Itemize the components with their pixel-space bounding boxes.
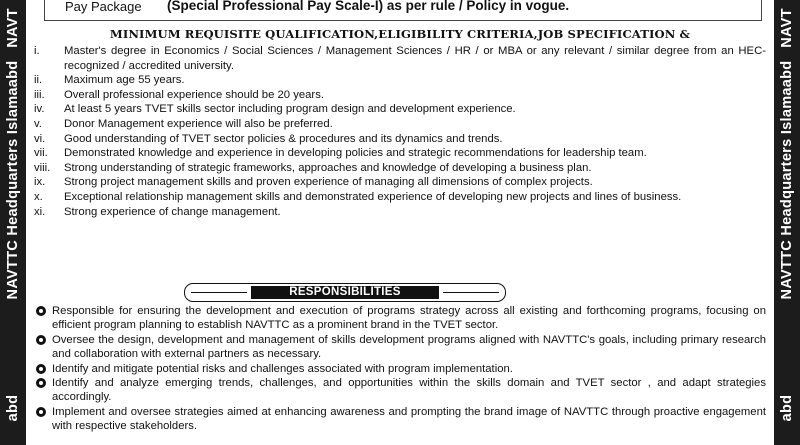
- list-item: [34, 362, 766, 376]
- side-banner-text-middle: NAVTTC Headquarters Islamaabd: [779, 60, 795, 300]
- item-number: v.: [34, 117, 42, 130]
- item-text: Donor Management experience will also be preferred.: [64, 117, 333, 130]
- item-number: iii.: [34, 88, 45, 101]
- item-number: ix.: [34, 176, 46, 189]
- item-text: Overall professional experience should be 20 years.: [64, 88, 324, 101]
- item-text: Master's degree in Economics / Social Sciences / Management Sciences / HR / or MBA or any relevant / similar degree from an HEC-recognized / accredited university.: [64, 45, 766, 72]
- responsibilities-heading: RESPONSIBILITIES: [251, 286, 439, 299]
- bullet-icon: [36, 378, 46, 388]
- bullet-icon: [36, 335, 46, 345]
- bullet-icon: [36, 364, 46, 374]
- side-banner-text-top: NAVT: [779, 8, 795, 48]
- item-number: viii.: [34, 161, 51, 174]
- item-text: Strong understanding of strategic frameworks, approaches and knowledge of developing a business plan.: [64, 161, 592, 174]
- item-text: Identify and mitigate potential risks and challenges associated with program implementation.: [52, 362, 513, 375]
- list-item: [34, 190, 766, 205]
- bullet-icon: [36, 407, 46, 417]
- document-body: [34, 0, 766, 445]
- item-number: ii.: [34, 74, 43, 87]
- qualification-list: [34, 44, 766, 219]
- item-number: vi.: [34, 132, 46, 145]
- item-number: x.: [34, 190, 43, 203]
- list-item: [34, 304, 766, 333]
- list-item: [34, 117, 766, 132]
- item-number: xi.: [34, 205, 46, 218]
- pay-package-box: [44, 0, 762, 21]
- item-text: Strong experience of change management.: [64, 205, 281, 218]
- banner-rule-left: [191, 292, 247, 293]
- item-number: vii.: [34, 147, 48, 160]
- list-item: [34, 405, 766, 434]
- item-text: Responsible for ensuring the development and execution of programs strategy across all existing and forthcoming programs, focusing on efficient program planning to establish NAVTTC as a prominent brand in the TVET sector.: [52, 305, 766, 332]
- list-item: [34, 146, 766, 161]
- side-banner-text-bottom: abd: [779, 394, 795, 422]
- item-text: At least 5 years TVET skills sector including program design and development experience.: [64, 103, 516, 116]
- item-number: i.: [34, 45, 40, 57]
- list-item: [34, 205, 766, 220]
- list-item: [34, 161, 766, 176]
- bullet-icon: [36, 306, 46, 316]
- right-side-banner: [774, 0, 800, 445]
- list-item: [34, 132, 766, 147]
- list-item: [34, 73, 766, 88]
- list-item: [34, 44, 766, 73]
- item-text: Implement and oversee strategies aimed at enhancing awareness and prompting the brand image of NAVTTC through proactive engagement with respective stakeholders.: [52, 405, 766, 433]
- item-text: Identify and analyze emerging trends, challenges, and opportunities within the skills domain and TVET sector , and adapt strategies accordingly.: [52, 377, 766, 404]
- list-item: [34, 175, 766, 190]
- left-side-banner: [0, 0, 26, 445]
- list-item: [34, 102, 766, 117]
- responsibilities-banner: [184, 283, 506, 302]
- item-text: Oversee the design, development and management of skills development programs aligned with NAVTTC's goals, including primary research and collaboration with external partners as necessary.: [52, 333, 766, 361]
- side-banner-text-bottom: abd: [5, 394, 21, 422]
- pay-package-value: (Special Professional Pay Scale-I) as per rule / Policy in vogue.: [167, 0, 570, 13]
- pay-package-label: Pay Package: [65, 0, 142, 14]
- list-item: [34, 376, 766, 405]
- item-text: Good understanding of TVET sector policies & procedures and its dynamics and trends.: [64, 132, 503, 145]
- item-text: Maximum age 55 years.: [64, 74, 185, 87]
- list-item: [34, 333, 766, 362]
- item-text: Strong project management skills and proven experience of managing all dimensions of complex projects.: [64, 176, 593, 189]
- side-banner-text-top: NAVT: [5, 8, 21, 48]
- item-number: iv.: [34, 103, 45, 116]
- list-item: [34, 88, 766, 103]
- qualification-heading: MINIMUM REQUISITE QUALIFICATION,ELIGIBILITY CRITERIA,JOB SPECIFICATION &: [109, 27, 691, 41]
- side-banner-text-middle: NAVTTC Headquarters Islamaabd: [5, 60, 21, 300]
- item-text: Exceptional relationship management skills and demonstrated experience of developing new projects and lines of business.: [64, 190, 682, 203]
- responsibilities-list: [34, 304, 766, 434]
- banner-rule-right: [443, 292, 499, 293]
- item-text: Demonstrated knowledge and experience in developing policies and strategic recommendations for leadership team.: [64, 147, 647, 160]
